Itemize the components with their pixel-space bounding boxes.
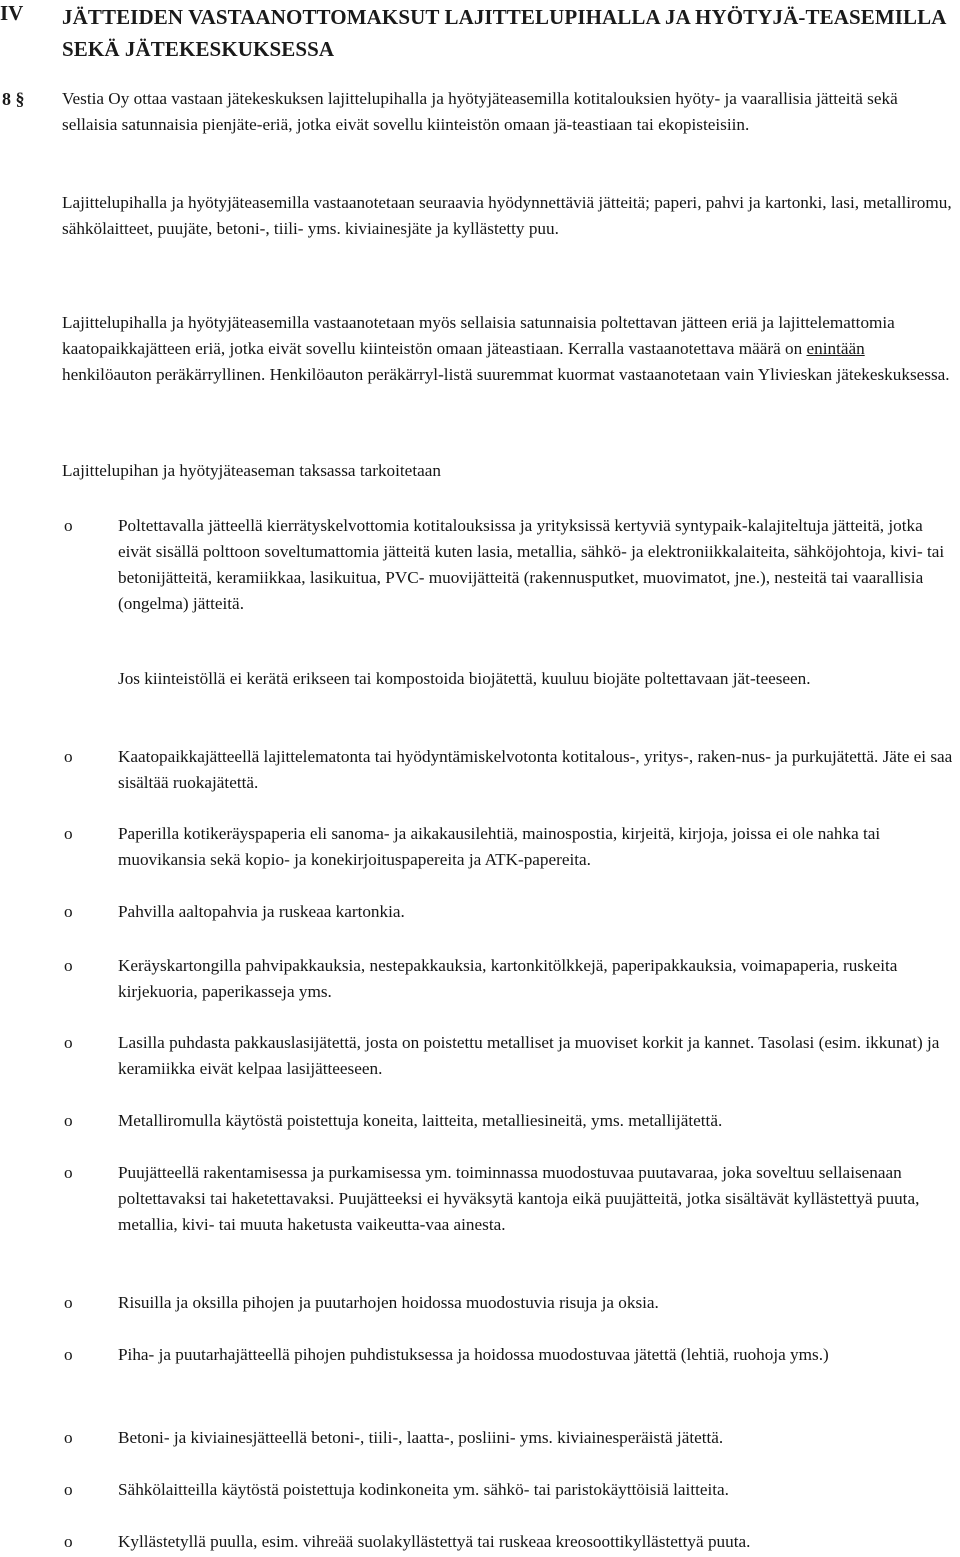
- list-item-text: Sähkölaitteilla käytöstä poistettuja kodinkoneita ym. sähkö- tai paristokäyttöisiä laitteita.: [118, 1480, 729, 1499]
- paragraph-definitions-lead: Lajittelupihan ja hyötyjäteaseman taksassa tarkoitetaan: [62, 461, 441, 480]
- bullet: o: [64, 1345, 73, 1364]
- list-item-text: Risuilla ja oksilla pihojen ja puutarhojen hoidossa muodostuvia risuja ja oksia.: [118, 1293, 659, 1312]
- list-item-text: Piha- ja puutarhajätteellä pihojen puhdistuksessa ja hoidossa muodostuvaa jätettä (lehtiä, ruohoja yms.): [118, 1345, 829, 1364]
- list-item-text: Paperilla kotikeräyspaperia eli sanoma- ja aikakausilehtiä, mainospostia, kirjeitä, kirjoja, joissa ei ole nahka tai muovikansia sekä kopio- ja konekirjoituspapereita ja ATK-papereita.: [118, 824, 881, 869]
- list-item-text: Betoni- ja kiviainesjätteellä betoni-, tiili-, laatta-, posliini- yms. kiviainesperäistä jätettä.: [118, 1428, 724, 1447]
- bullet: o: [64, 902, 73, 921]
- paragraph-occasional-batches: [62, 310, 956, 388]
- chapter-number: IV: [0, 1, 24, 25]
- bullet: o: [64, 1033, 73, 1052]
- paragraph-text-after: henkilöauton peräkärryllinen. Henkilöauton peräkärryl-listä suuremmat kuormat vastaanotetaan vain Ylivieskan jätekeskuksessa.: [62, 365, 950, 384]
- list-item-text: Pahvilla aaltopahvia ja ruskeaa kartonkia.: [118, 902, 405, 921]
- underlined-word: enintään: [806, 339, 865, 358]
- bullet: o: [64, 1293, 73, 1312]
- list-item-note: Jos kiinteistöllä ei kerätä erikseen tai kompostoida biojätettä, kuuluu biojäte poltettavaan jät-teeseen.: [118, 669, 811, 688]
- bullet: o: [64, 1480, 73, 1499]
- bullet: o: [64, 1532, 73, 1551]
- bullet: o: [64, 1163, 73, 1182]
- chapter-title: JÄTTEIDEN VASTAANOTTOMAKSUT LAJITTELUPIHALLA JA HYÖTYJÄ-TEASEMILLA SEKÄ JÄTEKESKUKSESSA: [62, 5, 946, 61]
- list-item-text: Kaatopaikkajätteellä lajittelematonta tai hyödyntämiskelvotonta kotitalous-, yritys-, raken-nus- ja purkujätettä. Jäte ei saa sisältää ruokajätettä.: [118, 747, 953, 792]
- list-item-text: Lasilla puhdasta pakkauslasijätettä, josta on poistettu metalliset ja muoviset korkit ja kannet. Tasolasi (esim. ikkunat) ja keramiikka eivät kelpaa lasijätteeseen.: [118, 1033, 940, 1078]
- paragraph-recyclables: Lajittelupihalla ja hyötyjäteasemilla vastaanotetaan seuraavia hyödynnettäviä jätteitä; paperi, pahvi ja kartonki, lasi, metalliromu, sähkölaitteet, puujäte, betoni-, tiili- yms. kiviainesjäte ja kyllästetty puu.: [62, 193, 952, 238]
- bullet: o: [64, 516, 73, 535]
- bullet: o: [64, 956, 73, 975]
- list-item-text: Kyllästetyllä puulla, esim. vihreää suolakyllästettyä tai ruskeaa kreosoottikyllästettyä puuta.: [118, 1532, 751, 1551]
- list-item-text: Metalliromulla käytöstä poistettuja koneita, laitteita, metalliesineitä, yms. metallijätettä.: [118, 1111, 723, 1130]
- list-item-text: Poltettavalla jätteellä kierrätyskelvottomia kotitalouksissa ja yrityksissä kertyviä syntypaik-kalajiteltuja jätteitä, jotka eivät sisällä polttoon soveltumattomia jätteitä kuten lasia, metallia, sähkö- ja elektroniikkalaiteita, sähköjohtoja, kivi- tai betonijätteitä, keramiikkaa, lasikuitua, PVC- muovijätteitä (rakennusputket, muovimatot, jne.), nesteitä tai vaarallisia (ongelma) jätteitä.: [118, 516, 945, 613]
- bullet: o: [64, 1111, 73, 1130]
- paragraph-text-before: Lajittelupihalla ja hyötyjäteasemilla vastaanotetaan myös sellaisia satunnaisia poltettavan jätteen eriä ja lajittelemattomia kaatopaikkajätteen eriä, jotka eivät sovellu kiinteistön omaan jäteastiaan. Kerralla vastaanotettava määrä on: [62, 313, 895, 358]
- bullet: o: [64, 747, 73, 766]
- list-item-text: Puujätteellä rakentamisessa ja purkamisessa ym. toiminnassa muodostuvaa puutavaraa, joka soveltuu sellaisenaan poltettavaksi tai haketettavaksi. Puujätteeksi ei hyväksytä kantoja eikä puujätteitä, jotka sisältävät kyllästettyä puuta, metallia, kivi- tai muuta haketusta vaikeutta-vaa ainesta.: [118, 1163, 920, 1234]
- list-item-text: Keräyskartongilla pahvipakkauksia, nestepakkauksia, kartonkitölkkejä, paperipakkauksia, voimapaperia, ruskeita kirjekuoria, paperikasseja yms.: [118, 956, 898, 1001]
- section-number: 8 §: [2, 89, 25, 109]
- bullet: o: [64, 1428, 73, 1447]
- paragraph-intro: Vestia Oy ottaa vastaan jätekeskuksen lajittelupihalla ja hyötyjäteasemilla kotitalouksien hyöty- ja vaarallisia jätteitä sekä sellaisia satunnaisia pienjäte-eriä, jotka eivät sovellu kiinteistön omaan jä-teastiaan tai ekopisteisiin.: [62, 89, 898, 134]
- bullet: o: [64, 824, 73, 843]
